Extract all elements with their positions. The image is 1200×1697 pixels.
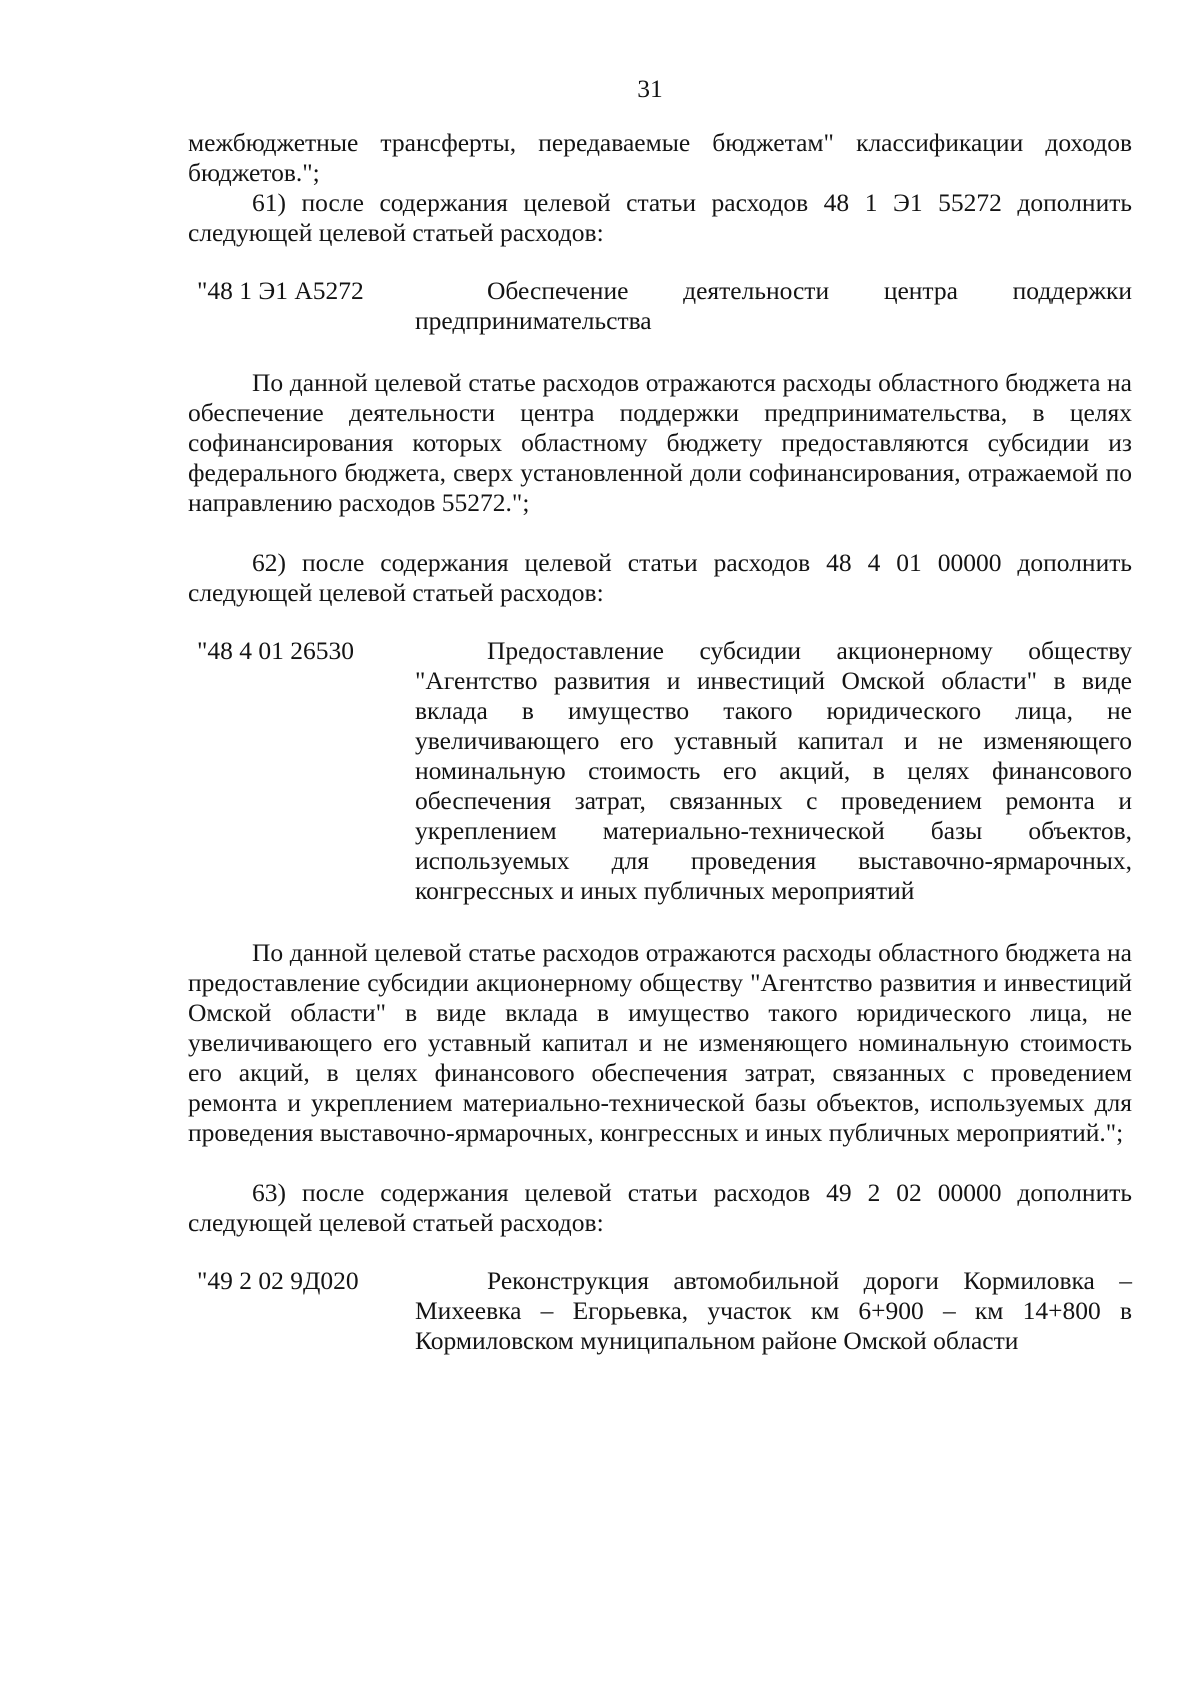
item-62 <box>188 548 1132 608</box>
expense-title <box>415 276 1132 336</box>
item-61 <box>188 188 1132 248</box>
expense-code: "48 4 01 26530 <box>197 636 355 665</box>
description-2-text: По данной целевой статье расходов отражаются расходы областного бюджета на предоставление субсидии акционерному обществу "Агентство развития и инвестиций Омской области" в виде вклада в имущество такого юридического лица, не увеличивающего его уставный капитал и не изменяющего номинальную стоимость его акций, в целях финансового обеспечения затрат, связанных с проведением ремонта и укреплением материально-технической базы объектов, используемых для проведения выставочно-ярмарочных, конгрессных и иных публичных мероприятий."; <box>188 938 1132 1147</box>
item-61-text: 61) после содержания целевой статьи расходов 48 1 Э1 55272 дополнить следующей целевой статьей расходов: <box>188 188 1132 247</box>
item-62-text: 62) после содержания целевой статьи расходов 48 4 01 00000 дополнить следующей целевой статьей расходов: <box>188 548 1132 607</box>
paragraph-text: межбюджетные трансферты, передаваемые бюджетам" классификации доходов бюджетов."; <box>188 128 1132 187</box>
expense-title <box>415 1266 1132 1356</box>
expense-title-text: Обеспечение деятельности центра поддержки предпринимательства <box>415 276 1132 335</box>
expense-code: "49 2 02 9Д020 <box>197 1266 359 1295</box>
page-number: 31 <box>637 74 663 103</box>
description-1-text: По данной целевой статье расходов отражаются расходы областного бюджета на обеспечение деятельности центра поддержки предпринимательства, в целях софинансирования которых областному бюджету предоставляются субсидии из федерального бюджета, сверх установленной доли софинансирования, отражаемой по направлению расходов 55272."; <box>188 368 1132 517</box>
item-63 <box>188 1178 1132 1238</box>
description-1 <box>188 368 1132 518</box>
expense-title-text: Предоставление субсидии акционерному обществу "Агентство развития и инвестиций Омской области" в виде вклада в имущество такого юридического лица, не увеличивающего его уставный капитал и не изменяющего номинальную стоимость его акций, в целях финансового обеспечения затрат, связанных с проведением ремонта и укреплением материально-технической базы объектов, используемых для проведения выставочно-ярмарочных, конгрессных и иных публичных мероприятий <box>415 636 1132 905</box>
expense-title <box>415 636 1132 906</box>
item-63-text: 63) после содержания целевой статьи расходов 49 2 02 00000 дополнить следующей целевой статьей расходов: <box>188 1178 1132 1237</box>
expense-title-text: Реконструкция автомобильной дороги Кормиловка – Михеевка – Егорьевка, участок км 6+900 – км 14+800 в Кормиловском муниципальном районе Омской области <box>415 1266 1132 1355</box>
description-2 <box>188 938 1132 1148</box>
expense-code: "48 1 Э1 А5272 <box>197 276 364 305</box>
continuation-paragraph <box>188 128 1132 188</box>
